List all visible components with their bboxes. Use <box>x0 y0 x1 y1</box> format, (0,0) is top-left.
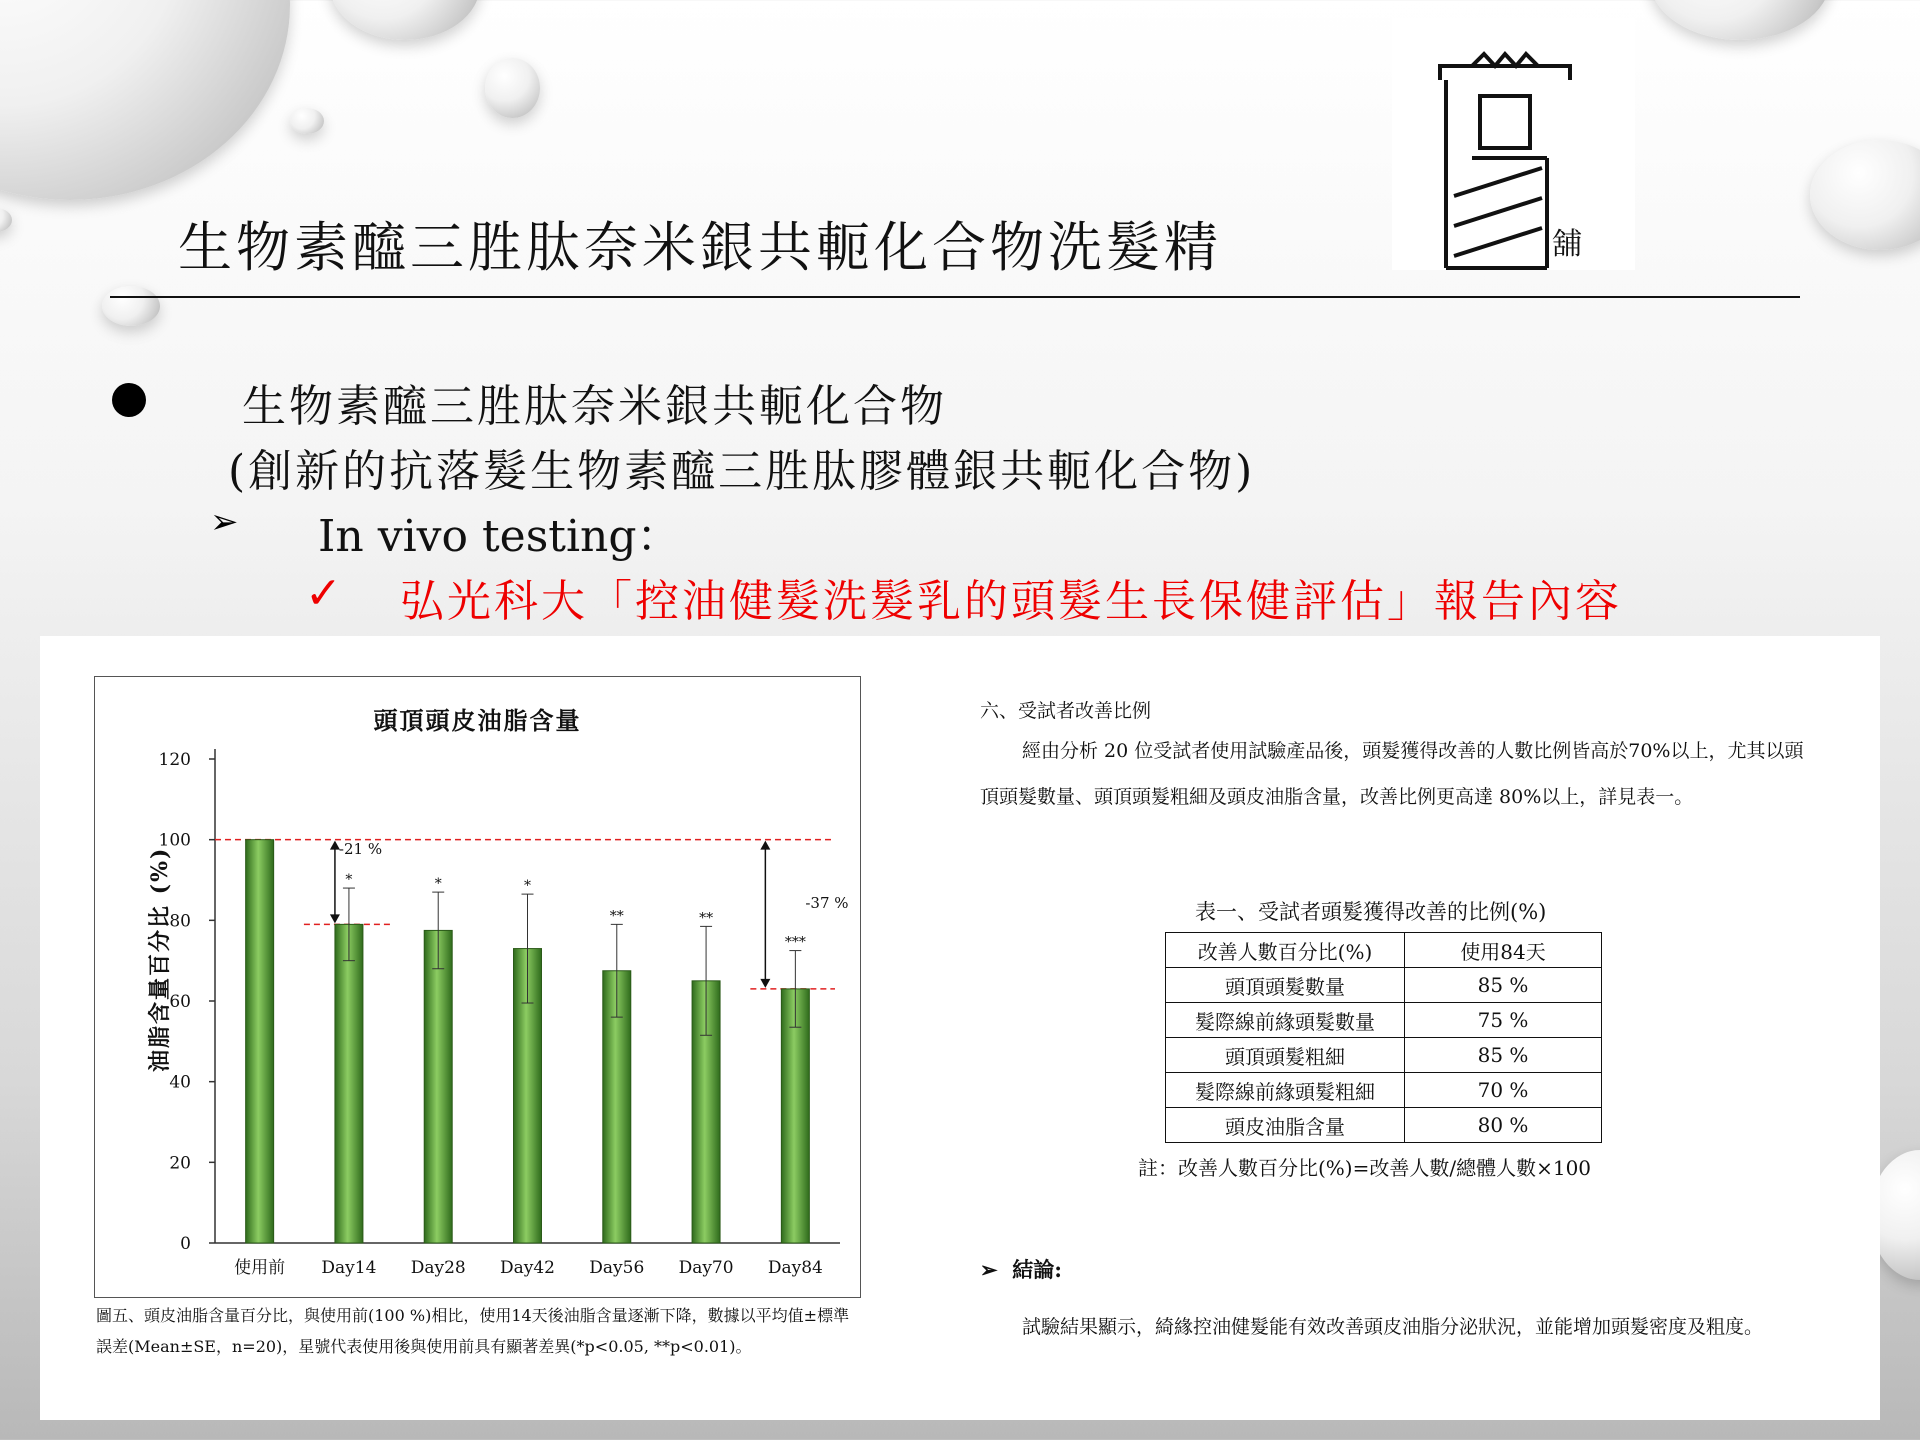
significance-marker: ** <box>699 910 714 927</box>
x-tick-label: Day42 <box>499 1258 556 1278</box>
water-drop-decoration <box>1810 140 1920 250</box>
x-tick-label: 使用前 <box>234 1258 286 1278</box>
table-cell: 75 % <box>1405 1003 1602 1038</box>
y-tick-label: 120 <box>158 750 191 770</box>
bullet-line-1: 生物素醯三胜肽奈米銀共軛化合物 <box>242 381 947 432</box>
improvement-table <box>1165 932 1602 1143</box>
table-header-row <box>1166 933 1602 968</box>
table-cell: 80 % <box>1405 1108 1602 1143</box>
sub-bullet-text: In vivo testing： <box>318 511 681 562</box>
water-drop-decoration <box>1650 0 1830 40</box>
check-item-text: 弘光科大「控油健髮洗髮乳的頭髮生長保健評估」報告內容 <box>400 576 1622 627</box>
bullet-line-2: (創新的抗落髮生物素醯三胜肽膠體銀共軛化合物) <box>228 446 1256 497</box>
arrowhead-icon <box>330 914 340 923</box>
table-cell: 85 % <box>1405 968 1602 1003</box>
annotation-label: -21 % <box>338 839 383 858</box>
arrowhead-icon <box>760 841 770 850</box>
chart-frame <box>94 676 861 1298</box>
brand-logo-icon <box>1392 18 1635 270</box>
chart-title: 頭頂頭皮油脂含量 <box>373 706 582 735</box>
table-header-cell: 改善人數百分比(%) <box>1166 933 1405 968</box>
water-drop-decoration <box>485 58 540 118</box>
y-tick-label: 80 <box>169 911 191 932</box>
water-drop-decoration <box>0 208 12 232</box>
significance-marker: * <box>434 876 442 893</box>
y-tick-label: 20 <box>169 1153 191 1174</box>
x-tick-label: Day28 <box>410 1258 466 1278</box>
conclusion-heading-text: 結論: <box>1012 1257 1062 1282</box>
table-cell: 髮際線前緣頭髮數量 <box>1166 1003 1405 1038</box>
y-tick-label: 40 <box>169 1072 191 1093</box>
table-cell: 髮際線前緣頭髮粗細 <box>1166 1073 1405 1108</box>
table-cell: 頭皮油脂含量 <box>1166 1108 1405 1143</box>
table-cell: 頭頂頭髮粗細 <box>1166 1038 1405 1073</box>
table-row <box>1166 1038 1602 1073</box>
chart-bar <box>335 924 363 1243</box>
table-row <box>1166 1003 1602 1038</box>
y-tick-label: 60 <box>169 992 191 1012</box>
significance-marker: * <box>345 872 353 889</box>
x-tick-label: Day84 <box>767 1258 823 1278</box>
significance-marker: *** <box>784 934 806 951</box>
significance-marker: * <box>524 878 531 895</box>
conclusion-heading <box>980 1254 1062 1284</box>
table-cell: 70 % <box>1405 1073 1602 1108</box>
table-note: 註：改善人數百分比(%)=改善人數/總體人數×100 <box>1138 1156 1592 1180</box>
logo-text: 舖 <box>1552 227 1582 262</box>
y-tick-label: 0 <box>180 1234 191 1254</box>
chart-bar <box>424 930 452 1243</box>
checkmark-icon: ✓ <box>305 568 342 619</box>
x-tick-label: Day56 <box>589 1258 645 1278</box>
water-drop-decoration <box>290 108 324 134</box>
arrow-bullet-icon: ➢ <box>980 1257 1013 1282</box>
report-image <box>40 636 1880 1420</box>
y-tick-label: 100 <box>158 830 191 851</box>
slide-title: 生物素醯三胜肽奈米銀共軛化合物洗髮精 <box>178 216 1222 279</box>
water-drop-decoration <box>102 286 160 326</box>
section-heading: 六、受試者改善比例 <box>980 700 1152 722</box>
table-cell: 頭頂頭髮數量 <box>1166 968 1405 1003</box>
bullet-icon <box>112 383 146 417</box>
bar-chart <box>95 677 860 1297</box>
table-row <box>1166 1073 1602 1108</box>
title-divider <box>110 296 1800 298</box>
annotation-label: -37 % <box>805 894 849 913</box>
brand-logo <box>1392 18 1635 270</box>
conclusion-text: 試驗結果顯示，綺緣控油健髮能有效改善頭皮油脂分泌狀況，並能增加頭髮密度及粗度。 <box>1022 1316 1764 1338</box>
water-drop-decoration <box>0 0 290 200</box>
figure-caption: 圖五、頭皮油脂含量百分比，與使用前(100 %)相比，使用14天後油脂含量逐漸下降，數據以平均值±標準誤差(Mean±SE，n=20)，星號代表使用後與使用前具有顯著差異(*p<0.05, **p<0.01)。 <box>96 1306 850 1356</box>
water-drop-decoration <box>330 0 480 40</box>
table-row <box>1166 1108 1602 1143</box>
arrow-bullet-icon: ➢ <box>210 502 239 542</box>
table-cell: 85 % <box>1405 1038 1602 1073</box>
x-tick-label: Day14 <box>321 1258 377 1278</box>
arrowhead-icon <box>760 979 770 988</box>
x-tick-label: Day70 <box>678 1258 734 1278</box>
table-caption: 表一、受試者頭髮獲得改善的比例(%) <box>1195 900 1547 924</box>
table-header-cell: 使用84天 <box>1405 933 1602 968</box>
table-row <box>1166 968 1602 1003</box>
y-axis-label: 油脂含量百分比 (%) <box>147 846 173 1072</box>
significance-marker: ** <box>609 908 624 925</box>
analysis-paragraph: 經由分析 20 位受試者使用試驗產品後，頭髮獲得改善的人數比例皆高於70%以上，尤其以頭頂頭髮數量、頭頂頭髮粗細及頭皮油脂含量，改善比例更高達 80%以上，詳見表一。 <box>980 740 1804 808</box>
chart-bar <box>246 840 274 1243</box>
